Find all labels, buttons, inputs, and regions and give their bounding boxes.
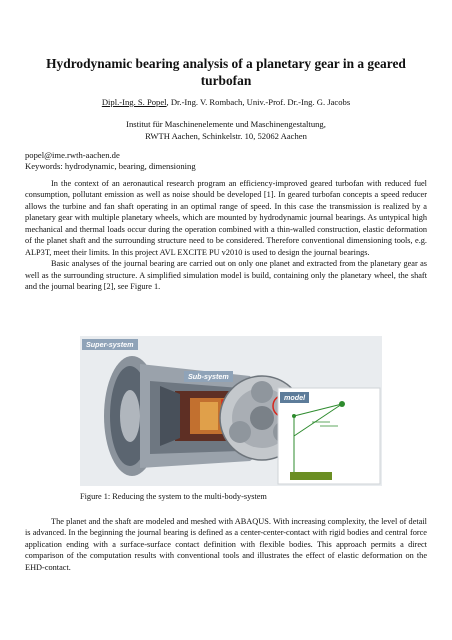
contact-block — [25, 150, 196, 172]
sub-system-label: Sub-system — [184, 371, 233, 382]
first-author: Dipl.-Ing. S. Popel — [101, 97, 167, 107]
figure-illustration — [80, 336, 382, 486]
body-text-model — [25, 516, 427, 573]
body-text-intro — [25, 178, 427, 293]
paragraph-1: In the context of an aeronautical research program an efficiency-improved geared turbofan with reduced fuel consumption, pollutant emission as well as noise should be developed [1]. In geared turbofan concepts a speed reducer allows the turbine and fan shaft operating in an optimal range of speed. In this case the transmission is realized by a planetary gear with multiple planetary wheels, which are mounted by hydrodynamic journal bearings. As untypical high mechanical and thermal loads occur during the operation combined with a thin-walled construction, elastic deformation of the planet shaft and the surrounding structure need to be considered. Therefore conventional dimensioning tools, e.g. ALP3T, meet their limits. In this project AVL EXCITE PU v2010 is used to design the journal bearings. — [25, 179, 427, 257]
super-system-label: Super-system — [82, 339, 138, 350]
co-authors: , Dr.-Ing. V. Rombach, Univ.-Prof. Dr.-Ing. G. Jacobs — [166, 97, 351, 107]
figure-1 — [80, 336, 382, 486]
institute-line-2: RWTH Aachen, Schinkelstr. 10, 52062 Aachen — [145, 131, 307, 141]
paragraph-3: The planet and the shaft are modeled and meshed with ABAQUS. With increasing complexity, the level of detail is advanced. In the beginning the journal bearing is defined as a center-center-contact with rigid bodies and central force application ending with a surface-surface contact definition with flexible bodies. This approach permits a direct comparison of the computation results with conventional tools and illustrates the effect of elastic deformation on the EHD-contact. — [25, 517, 427, 572]
institute-line-1: Institut für Maschinenelemente und Maschinengestaltung, — [126, 119, 326, 129]
institute-block — [30, 118, 422, 142]
keywords-line: Keywords: hydrodynamic, bearing, dimensioning — [25, 161, 196, 171]
paragraph-2: Basic analyses of the journal bearing are carried out on only one planet and extracted from the planetary gear as well as the surrounding structure. A simplified simulation model is build, containing only the planetary wheel, the shaft and the journal bearing [2], see Figure 1. — [25, 259, 427, 292]
figure-caption: Figure 1: Reducing the system to the multi-body-system — [80, 492, 267, 501]
model-label: model — [280, 392, 309, 403]
author-line — [30, 97, 422, 108]
paper-title: Hydrodynamic bearing analysis of a planetary gear in a geared turbofan — [46, 56, 406, 88]
email-address: popel@ime.rwth-aachen.de — [25, 150, 120, 160]
